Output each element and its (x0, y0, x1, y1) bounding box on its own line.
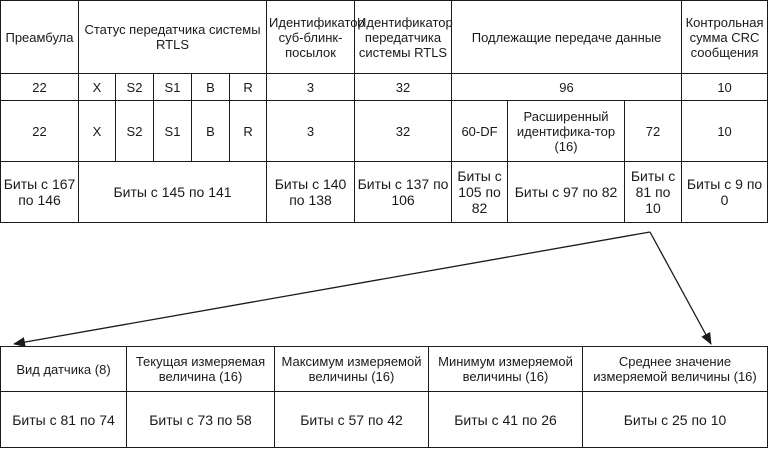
header-current-value: Текущая измеряемая величина (16) (127, 347, 275, 392)
len2-x: X (79, 101, 116, 162)
len-s1: S1 (154, 74, 192, 101)
len2-data72: 72 (625, 101, 682, 162)
header-transmitter-status: Статус передатчика системы RTLS (79, 1, 267, 74)
header-max-value: Максимум измеряемой величины (16) (275, 347, 429, 392)
header-subblink-id: Идентификатор суб-блинк-посылок (267, 1, 355, 74)
len2-subblink: 3 (267, 101, 355, 162)
bits-data72: Биты с 81 по 10 (625, 162, 682, 223)
len-b: B (192, 74, 230, 101)
bits-rtls-id: Биты с 137 по 106 (355, 162, 452, 223)
len2-rtls-id: 32 (355, 101, 452, 162)
len-s2: S2 (116, 74, 154, 101)
data-breakdown-table (0, 346, 768, 448)
header-avg-value: Среднее значение измеряемой величины (16) (583, 347, 768, 392)
len2-b: B (192, 101, 230, 162)
bits-avg-value: Биты с 25 по 10 (583, 392, 768, 448)
len-subblink: 3 (267, 74, 355, 101)
bits-df: Биты с 105 по 82 (452, 162, 508, 223)
bits-extended-id: Биты с 97 по 82 (508, 162, 625, 223)
bits-sensor-type: Биты с 81 по 74 (1, 392, 127, 448)
len2-crc: 10 (682, 101, 768, 162)
len2-extended-id: Расширенный идентифика-тор (16) (508, 101, 625, 162)
header-preamble: Преамбула (1, 1, 79, 74)
header-min-value: Минимум измеряемой величины (16) (429, 347, 583, 392)
bits-status: Биты с 145 по 141 (79, 162, 267, 223)
header-payload: Подлежащие передаче данные (452, 1, 682, 74)
message-format-table (0, 0, 768, 223)
bits-min-value: Биты с 41 по 26 (429, 392, 583, 448)
bits-current-value: Биты с 73 по 58 (127, 392, 275, 448)
len2-s1: S1 (154, 101, 192, 162)
bits-max-value: Биты с 57 по 42 (275, 392, 429, 448)
len-x: X (79, 74, 116, 101)
bits-preamble: Биты с 167 по 146 (1, 162, 79, 223)
arrow-left (14, 232, 650, 344)
header-rtls-id: Идентификатор передатчика системы RTLS (355, 1, 452, 74)
bits-crc: Биты с 9 по 0 (682, 162, 768, 223)
len-payload: 96 (452, 74, 682, 101)
len-rtls-id: 32 (355, 74, 452, 101)
header-sensor-type: Вид датчика (8) (1, 347, 127, 392)
len-r: R (230, 74, 267, 101)
arrow-right (650, 232, 711, 344)
len-preamble: 22 (1, 74, 79, 101)
len-crc: 10 (682, 74, 768, 101)
header-crc: Контрольная сумма CRC сообщения (682, 1, 768, 74)
bits-subblink: Биты с 140 по 138 (267, 162, 355, 223)
len2-df: 60-DF (452, 101, 508, 162)
len2-preamble: 22 (1, 101, 79, 162)
len2-s2: S2 (116, 101, 154, 162)
len2-r: R (230, 101, 267, 162)
